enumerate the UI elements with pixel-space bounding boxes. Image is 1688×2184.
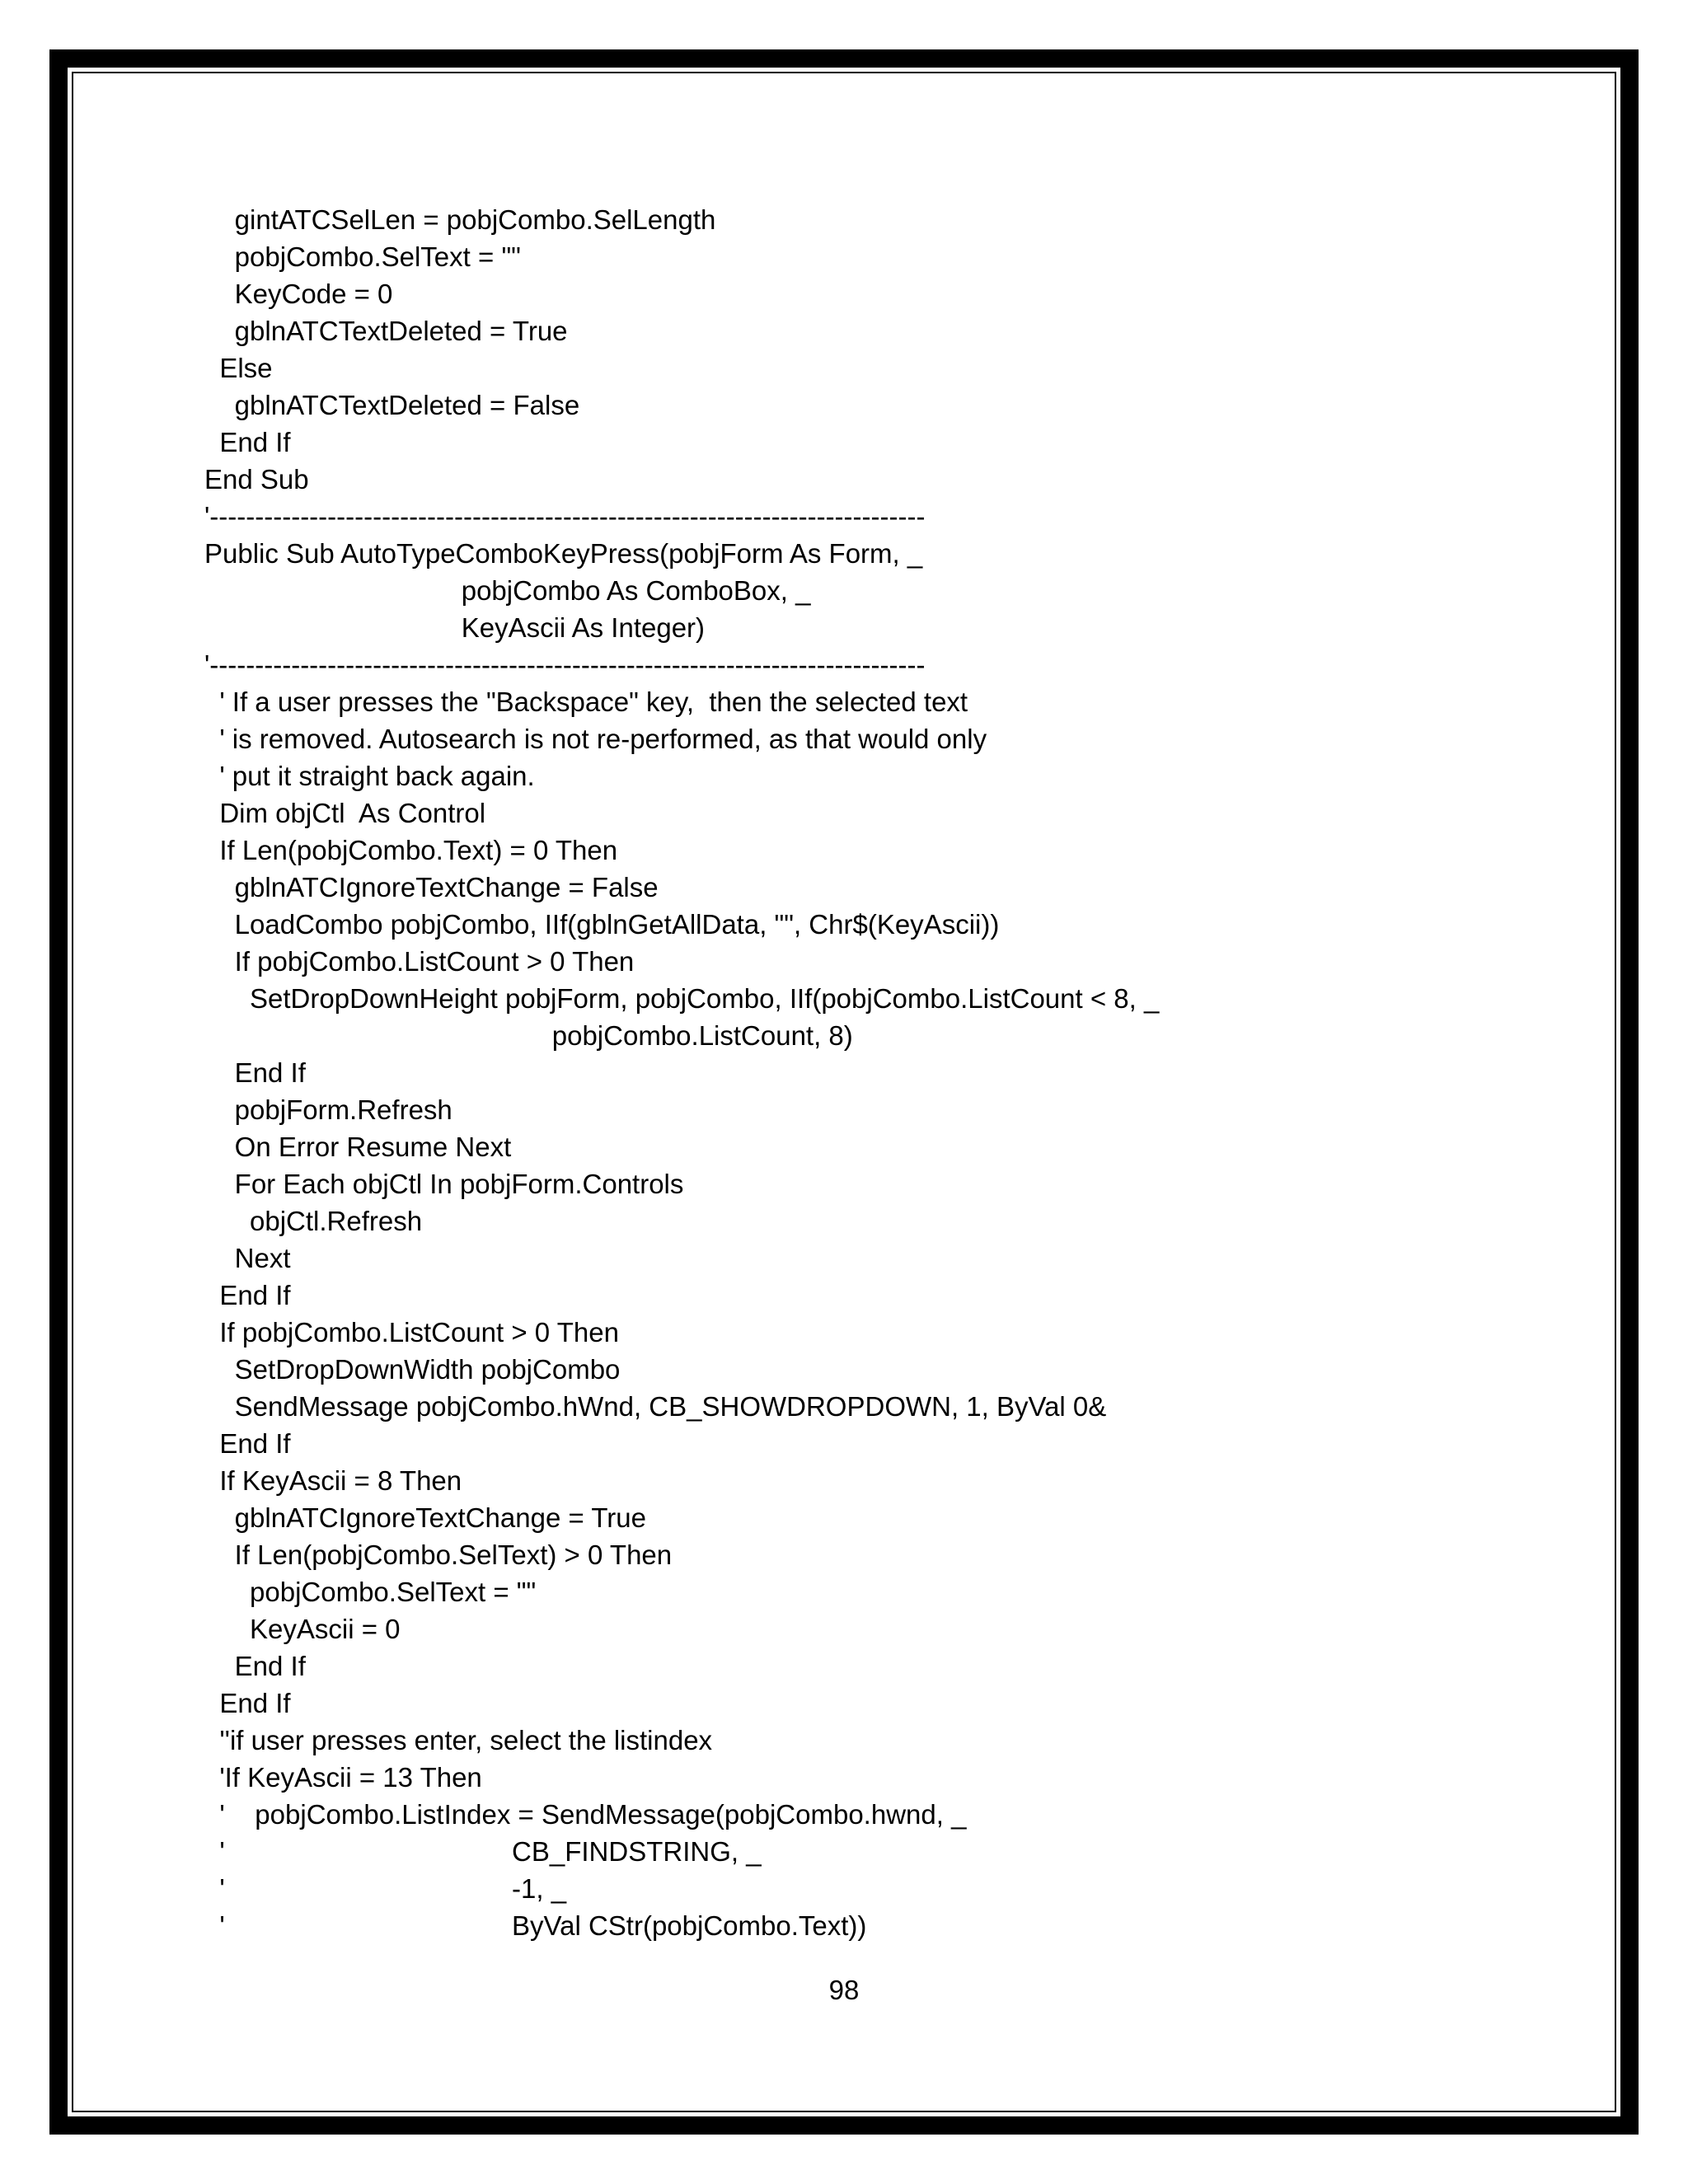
code-line: If KeyAscii = 8 Then [204,1465,462,1496]
code-line: ''if user presses enter, select the listindex [204,1725,713,1755]
code-line: ' CB_FINDSTRING, _ [204,1836,762,1867]
code-line: Next [204,1243,291,1273]
code-line: On Error Resume Next [204,1132,512,1162]
code-line: End If [204,1280,291,1310]
code-line: pobjCombo.SelText = "" [204,241,521,272]
code-line: gblnATCTextDeleted = False [204,390,580,420]
code-line: End If [204,427,291,457]
code-line: SendMessage pobjCombo.hWnd, CB_SHOWDROPDOWN, 1, ByVal 0& [204,1391,1107,1422]
code-line: Public Sub AutoTypeComboKeyPress(pobjForm As Form, _ [204,538,923,569]
code-line: '------------------------------------------------------------------------------- [204,649,926,680]
code-line: End If [204,1651,306,1681]
code-line: If Len(pobjCombo.SelText) > 0 Then [204,1540,673,1570]
code-line: ' ByVal CStr(pobjCombo.Text)) [204,1910,867,1941]
code-line: If Len(pobjCombo.Text) = 0 Then [204,835,618,865]
code-line: '------------------------------------------------------------------------------- [204,501,926,532]
code-line: KeyAscii As Integer) [204,612,706,643]
code-line: End If [204,1057,306,1088]
code-line: For Each objCtl In pobjForm.Controls [204,1169,684,1199]
code-line: gblnATCIgnoreTextChange = True [204,1502,646,1533]
code-line: gblnATCTextDeleted = True [204,316,568,346]
code-line: End Sub [204,464,309,494]
code-line: pobjCombo As ComboBox, _ [204,575,811,606]
code-line: pobjCombo.ListCount, 8) [204,1020,853,1051]
code-line: ' put it straight back again. [204,761,535,791]
code-line: 'If KeyAscii = 13 Then [204,1762,482,1793]
code-line: gintATCSelLen = pobjCombo.SelLength [204,204,716,235]
code-line: ' is removed. Autosearch is not re-performed, as that would only [204,724,987,754]
code-line: ' pobjCombo.ListIndex = SendMessage(pobjCombo.hwnd, _ [204,1799,967,1830]
code-line: SetDropDownHeight pobjForm, pobjCombo, IIf(pobjCombo.ListCount < 8, _ [204,983,1160,1014]
code-line: Else [204,353,273,383]
page-number: 98 [828,1975,860,2005]
code-line: pobjCombo.SelText = "" [204,1577,537,1607]
code-line: End If [204,1428,291,1459]
code-line: KeyAscii = 0 [204,1614,401,1644]
code-line: LoadCombo pobjCombo, IIf(gblnGetAllData, "", Chr$(KeyAscii)) [204,909,1000,940]
code-line: Dim objCtl As Control [204,798,486,828]
code-line: If pobjCombo.ListCount > 0 Then [204,1317,619,1347]
code-line: End If [204,1688,291,1718]
code-listing [204,201,1523,1944]
code-line: ' If a user presses the "Backspace" key, then the selected text [204,687,968,717]
code-line: SetDropDownWidth pobjCombo [204,1354,621,1385]
code-line: KeyCode = 0 [204,279,393,309]
code-line: pobjForm.Refresh [204,1094,452,1125]
code-line: gblnATCIgnoreTextChange = False [204,872,659,902]
code-line: If pobjCombo.ListCount > 0 Then [204,946,635,977]
code-line: objCtl.Refresh [204,1206,423,1236]
code-line: ' -1, _ [204,1873,567,1904]
